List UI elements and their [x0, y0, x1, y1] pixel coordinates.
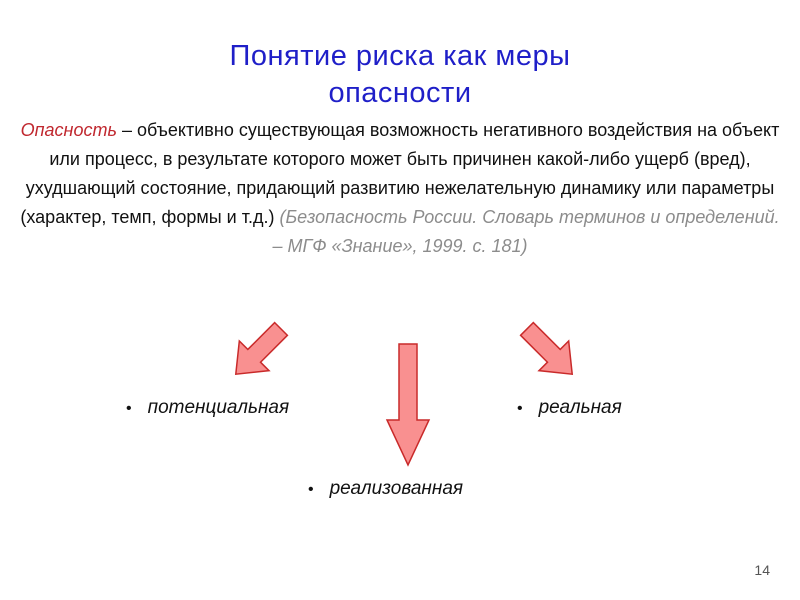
arrow-down-left-icon: [222, 318, 292, 388]
bullet-realized: [308, 478, 463, 500]
title-line-2: опасности: [328, 77, 472, 109]
bullet-dot-icon: •: [126, 400, 132, 417]
bullet-real: [517, 397, 622, 419]
definition-term: Опасность: [20, 120, 117, 140]
arrow-down-icon: [384, 342, 432, 468]
page-number: 14: [754, 562, 770, 578]
bullet-potential-label: потенциальная: [147, 397, 290, 418]
title-line-1: Понятие риска как меры: [229, 40, 571, 72]
bullet-potential: [126, 397, 289, 419]
definition-text: – объективно существующая возможность негативного воздействия на объект или процесс, в результате которого может быть причинен какой-либо ущерб (вред), ухудшающий состояние, придающий развитию нежелательную динамику или параметры (характер, темп, формы и т.д.): [20, 120, 780, 227]
slide-title: [150, 38, 650, 112]
bullet-dot-icon: •: [308, 481, 314, 498]
bullet-real-label: реальная: [538, 397, 622, 418]
arrow-down-right-icon: [516, 318, 586, 388]
definition-paragraph: [20, 116, 780, 261]
bullet-dot-icon: •: [517, 400, 523, 417]
definition-source: (Безопасность России. Словарь терминов и определений. – МГФ «Знание», 1999. с. 181): [272, 207, 780, 256]
bullet-realized-label: реализованная: [329, 478, 464, 499]
